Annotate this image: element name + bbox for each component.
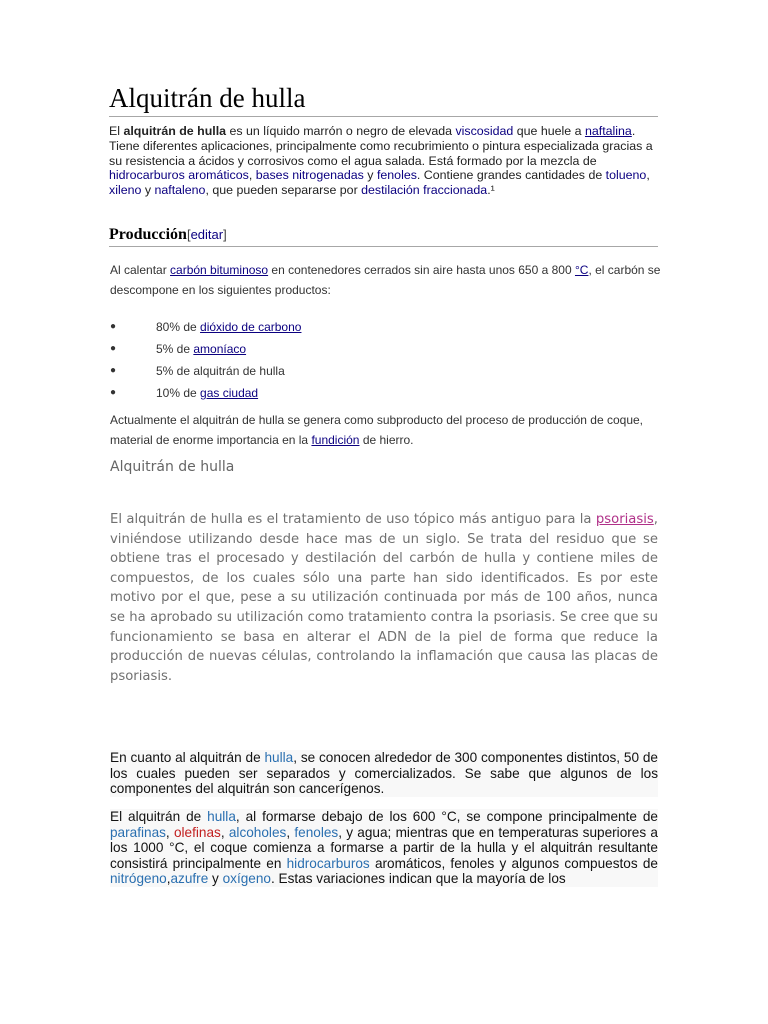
- bullet-icon: ●: [110, 387, 117, 398]
- link-naftaleno[interactable]: naftaleno: [154, 183, 206, 198]
- link-psoriasis[interactable]: psoriasis: [595, 512, 654, 527]
- text: Al calentar: [110, 263, 171, 277]
- text: de hierro.: [359, 433, 414, 447]
- text: . Estas variaciones indican que la mayoría de los: [270, 871, 566, 886]
- text: El alquitrán de hulla es el tratamiento de uso tópico más antiguo para la: [110, 512, 596, 527]
- link-tolueno[interactable]: tolueno: [605, 168, 647, 183]
- text: ,: [165, 824, 174, 840]
- bullet-icon: ●: [110, 321, 117, 332]
- text: ,: [286, 824, 295, 840]
- bracket: [: [186, 227, 191, 242]
- link-hulla[interactable]: hulla: [207, 809, 236, 824]
- text: y: [208, 871, 223, 886]
- link-fundicion[interactable]: fundición: [311, 433, 360, 447]
- text: ,: [646, 168, 650, 183]
- subheading-psoriasis: Alquitrán de hulla: [110, 459, 235, 475]
- page-title: Alquitrán de hulla: [109, 82, 658, 117]
- composicion-paragraph: [110, 809, 658, 887]
- link-naftalina[interactable]: naftalina: [584, 124, 632, 138]
- text: ,: [248, 168, 256, 183]
- text: ,: [166, 871, 171, 886]
- link-alcoholes[interactable]: alcoholes: [228, 824, 287, 840]
- text: y: [141, 183, 155, 198]
- componentes-paragraph: [110, 750, 658, 797]
- text: , que pueden separarse por: [205, 183, 362, 198]
- link-bases-nitrogenadas[interactable]: bases nitrogenadas: [255, 168, 364, 183]
- intro-paragraph: [109, 124, 654, 198]
- text: El: [109, 124, 124, 138]
- link-hidrocarburos-aromaticos[interactable]: hidrocarburos aromáticos: [109, 168, 249, 183]
- text: , el carbón se descompone en los siguientes productos:: [110, 263, 661, 297]
- list-item: [110, 316, 650, 338]
- link-azufre[interactable]: azufre: [170, 871, 209, 886]
- text: es un líquido marrón o negro de elevada: [226, 124, 456, 138]
- text: , al formarse debajo de los 600 °C, se compone principalmente de: [235, 809, 658, 824]
- coque-paragraph: [110, 410, 662, 450]
- text: Actualmente el alquitrán de hulla se genera como subproducto del proceso de producción de coque, material de enorme importancia en la: [110, 413, 644, 447]
- bullet-icon: ●: [110, 343, 117, 354]
- bracket: ]: [223, 227, 227, 242]
- list-item: [110, 338, 650, 360]
- link-nitrogeno[interactable]: nitrógeno: [110, 871, 167, 886]
- produccion-paragraph: [110, 260, 662, 300]
- text: 80% de: [156, 320, 201, 334]
- section-heading-produccion: [109, 226, 658, 247]
- link-celsius[interactable]: °C: [574, 263, 589, 277]
- text: que huele a: [513, 124, 585, 138]
- link-hulla[interactable]: hulla: [264, 750, 294, 765]
- text: , viniéndose utilizando desde hace mas de un siglo. Se trata del residuo que se obtiene tras el procesado y destilación del carbón de hulla y contiene miles de compuestos, de los cuales sólo una parte han sido identificados. Es por este motivo por el que, pese a su utilización continuada por más de 100 años, nunca se ha aprobado su utilización como tratamiento contra la psoriasis. Se cree que su funcionamiento se basa en alterar el ADN de la piel de forma que reduce la producción de nuevas células, controlando la inflamación que causa las placas de psoriasis.: [110, 512, 658, 684]
- link-amoniaco[interactable]: amoníaco: [193, 342, 247, 356]
- bullet-icon: ●: [110, 365, 117, 376]
- link-oxigeno[interactable]: oxígeno: [222, 871, 271, 886]
- link-fenoles[interactable]: fenoles: [294, 824, 339, 840]
- products-list: [110, 316, 650, 404]
- link-dioxido-de-carbono[interactable]: dióxido de carbono: [200, 320, 302, 334]
- link-destilacion-fraccionada[interactable]: destilación fraccionada: [361, 183, 488, 198]
- link-olefinas[interactable]: olefinas: [173, 824, 221, 840]
- text: 5% de: [156, 342, 194, 356]
- text: ,: [220, 824, 229, 840]
- edit-section: [187, 227, 227, 242]
- link-viscosidad[interactable]: viscosidad: [455, 124, 514, 138]
- text: , se conocen alrededor de 300 componentes distintos, 50 de los cuales pueden ser separados y comercializados. Se sabe que algunos de los componentes del alquitrán son cancerígenos.: [110, 750, 658, 796]
- text: y: [363, 168, 377, 183]
- edit-link[interactable]: editar: [190, 227, 224, 242]
- list-item: [110, 360, 650, 382]
- link-parafinas[interactable]: parafinas: [110, 824, 166, 840]
- list-item: [110, 382, 650, 404]
- link-hidrocarburos[interactable]: hidrocarburos: [286, 855, 370, 871]
- text: en contenedores cerrados sin aire hasta unos 650 a 800: [268, 263, 575, 277]
- psoriasis-paragraph: [110, 510, 658, 686]
- bold-term: alquitrán de hulla: [123, 124, 227, 138]
- link-xileno[interactable]: xileno: [109, 183, 142, 198]
- text: , y agua; mientras que en temperaturas superiores a los 1000 °C, el coque comienza a formarse a partir de la hulla y el alquitrán resultante consistirá principalmente en: [110, 824, 658, 871]
- text: En cuanto al alquitrán de: [110, 750, 265, 765]
- heading-text: Producción: [109, 226, 187, 243]
- text: 10% de: [156, 386, 201, 400]
- text: El alquitrán de: [110, 809, 208, 824]
- text: aromáticos, fenoles y algunos compuestos de: [369, 855, 658, 871]
- link-carbon-bituminoso[interactable]: carbón bituminoso: [170, 263, 269, 277]
- text: . Contiene grandes cantidades de: [416, 168, 606, 183]
- footnote-ref[interactable]: .¹: [487, 183, 495, 198]
- text: 5% de alquitrán de hulla: [156, 364, 285, 378]
- text: . Tiene diferentes aplicaciones, principalmente como recubrimiento o pintura especializada gracias a su resistencia a ácidos y corrosivos como el agua salada. Está formado por la mezcla de: [109, 124, 653, 168]
- link-fenoles[interactable]: fenoles: [376, 168, 417, 183]
- link-gas-ciudad[interactable]: gas ciudad: [200, 386, 259, 400]
